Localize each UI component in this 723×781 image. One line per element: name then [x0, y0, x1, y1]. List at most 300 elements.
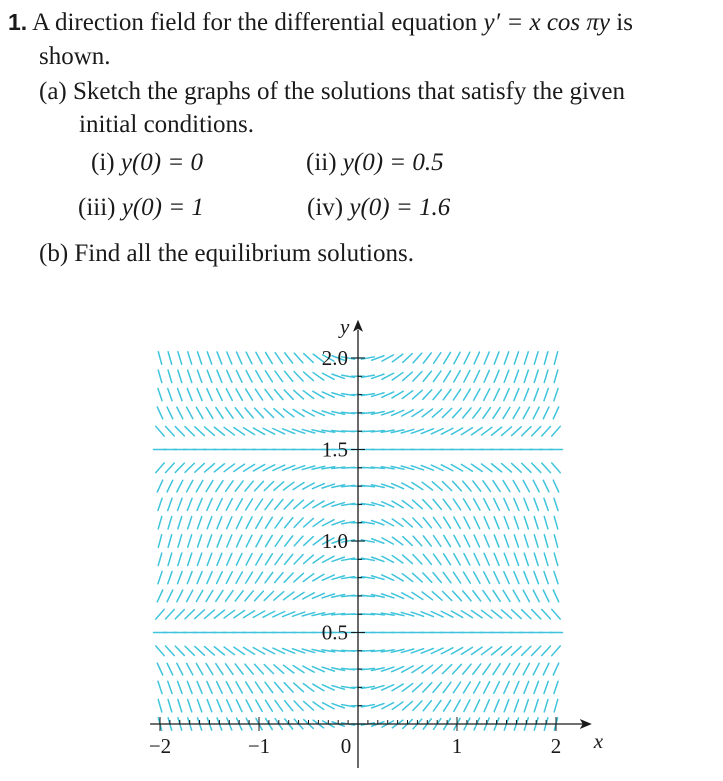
x-axis-label: x — [593, 729, 604, 753]
slope-segment — [284, 390, 293, 399]
slope-segment — [453, 682, 460, 693]
slope-segment — [304, 555, 314, 564]
slope-segment — [236, 553, 242, 565]
slope-segment — [503, 481, 510, 492]
slope-segment — [275, 371, 283, 382]
slope-segment — [157, 407, 162, 419]
slope-segment — [454, 371, 460, 382]
slope-segment — [178, 389, 183, 401]
slope-segment — [443, 572, 451, 582]
slope-segment — [237, 352, 242, 364]
slope-segment — [207, 352, 211, 364]
slope-segment — [413, 518, 422, 527]
slope-segment — [502, 427, 512, 435]
slope-segment — [552, 463, 561, 473]
slope-segment — [285, 518, 293, 528]
condition-expr: y(0) = 0.5 — [342, 149, 444, 176]
slope-segment — [514, 700, 518, 712]
slope-segment — [255, 682, 262, 693]
slope-segment — [484, 682, 490, 694]
part-a-text: Sketch the graphs of the solutions that satisfy the given — [73, 78, 625, 105]
slope-segment — [255, 591, 264, 601]
x-tick-label: 2 — [550, 734, 562, 758]
slope-segment — [196, 407, 202, 418]
slope-segment — [552, 426, 561, 436]
slope-segment — [284, 409, 294, 417]
slope-segment — [294, 518, 303, 527]
part-a-text-2: initial conditions. — [79, 111, 254, 138]
slope-segment — [234, 464, 245, 471]
slope-segment — [433, 390, 441, 400]
slope-segment — [554, 535, 557, 548]
slope-segment — [217, 352, 222, 364]
slope-segment — [275, 700, 283, 711]
slope-segment — [461, 428, 472, 435]
slope-segment — [454, 700, 460, 711]
slope-segment — [502, 647, 512, 655]
slope-segment — [227, 535, 232, 547]
slope-segment — [474, 389, 480, 400]
slope-segment — [402, 574, 412, 582]
slope-segment — [284, 665, 294, 673]
slope-segment — [463, 408, 471, 418]
slope-segment — [504, 389, 509, 401]
slope-segment — [542, 609, 551, 619]
slope-segment — [514, 553, 518, 565]
slope-segment — [473, 591, 481, 601]
slope-segment — [197, 553, 201, 565]
slope-segment — [504, 700, 509, 712]
slope-segment — [512, 646, 522, 655]
slope-segment — [423, 573, 432, 582]
differential-equation: y′ = x cos πy — [483, 9, 611, 36]
slope-segment — [484, 700, 489, 712]
slope-segment — [484, 352, 489, 364]
slope-segment — [216, 590, 223, 601]
slope-segment — [197, 700, 201, 712]
slope-segment — [226, 389, 232, 401]
slope-segment — [423, 554, 431, 564]
slope-segment — [255, 408, 264, 418]
slope-segment — [423, 500, 432, 509]
slope-segment — [543, 480, 549, 492]
slope-segment — [245, 481, 253, 491]
slope-segment — [502, 610, 512, 618]
slope-segment — [492, 464, 502, 472]
slope-segment — [197, 370, 201, 382]
slope-segment — [304, 537, 314, 546]
slope-segment — [158, 681, 162, 693]
slope-segment — [187, 663, 193, 674]
slope-segment — [275, 682, 283, 692]
slope-segment — [444, 517, 451, 528]
slope-segment — [522, 646, 531, 655]
slope-segment — [464, 371, 470, 383]
slope-segment — [285, 554, 293, 564]
slope-segment — [533, 663, 539, 675]
slope-segment — [285, 701, 293, 711]
slope-segment — [534, 572, 539, 584]
slope-segment — [523, 407, 529, 418]
slope-segment — [484, 535, 489, 547]
slope-segment — [207, 553, 212, 565]
slope-segment — [494, 572, 500, 584]
slope-segment — [246, 499, 253, 510]
slope-segment — [474, 370, 480, 382]
x-tick-label: −2 — [148, 734, 172, 758]
slope-segment — [205, 610, 215, 618]
slope-segment — [226, 591, 234, 602]
slope-segment — [464, 682, 471, 693]
slope-segment — [554, 370, 558, 383]
slope-segment — [513, 663, 519, 674]
slope-segment — [294, 372, 303, 381]
slope-segment — [524, 681, 529, 693]
slope-segment — [543, 663, 549, 675]
slope-segment — [214, 427, 224, 435]
slope-segment — [444, 371, 451, 382]
slope-segment — [188, 352, 192, 364]
slope-segment — [196, 590, 202, 601]
slope-segment — [264, 408, 273, 417]
slope-segment — [554, 498, 558, 510]
slope-segment — [167, 407, 173, 419]
slope-segment — [156, 646, 165, 656]
x-tick-label: −1 — [247, 734, 271, 758]
slope-segment — [504, 498, 509, 510]
slope-segment — [494, 389, 500, 401]
slope-segment — [217, 572, 223, 584]
slope-segment — [413, 573, 423, 582]
slope-segment — [265, 572, 273, 582]
slope-segment — [158, 388, 162, 400]
slope-segment — [224, 427, 234, 435]
slope-segment — [464, 517, 470, 529]
slope-segment — [156, 463, 165, 473]
slope-segment — [197, 389, 202, 401]
slope-segment — [481, 464, 491, 472]
slope-segment — [304, 354, 314, 363]
slope-segment — [474, 553, 480, 565]
y-tick-label: 0.5 — [321, 620, 348, 645]
slope-segment — [175, 463, 184, 472]
slope-segment — [275, 353, 282, 364]
slope-segment — [205, 647, 215, 655]
slope-segment — [246, 389, 253, 400]
slope-segment — [236, 572, 242, 583]
slope-segment — [285, 536, 293, 546]
slope-segment — [514, 389, 519, 401]
slope-segment — [494, 517, 499, 529]
slope-segment — [207, 681, 212, 693]
slope-segment — [453, 389, 460, 400]
slope-segment — [533, 407, 539, 419]
slope-segment — [207, 700, 212, 712]
slope-segment — [255, 389, 262, 400]
slope-segment — [513, 480, 519, 491]
slope-segment — [433, 573, 441, 583]
slope-segment — [158, 699, 162, 712]
slope-segment — [504, 681, 509, 693]
slope-segment — [542, 426, 551, 436]
slope-segment — [226, 682, 232, 694]
slope-segment — [177, 663, 183, 675]
slope-segment — [471, 428, 482, 435]
slope-segment — [234, 611, 245, 618]
slope-segment — [544, 388, 548, 400]
slope-segment — [432, 482, 442, 491]
slope-segment — [504, 572, 509, 584]
slope-segment — [294, 353, 303, 363]
slope-segment — [423, 536, 431, 546]
slope-segment — [543, 590, 549, 602]
slope-segment — [245, 664, 253, 674]
slope-segment — [156, 609, 165, 619]
slope-segment — [244, 464, 255, 471]
slope-segment — [481, 610, 491, 618]
slope-segment — [303, 501, 313, 509]
slope-segment — [227, 517, 232, 529]
slope-segment — [188, 700, 192, 712]
slope-segment — [244, 428, 255, 435]
slope-segment — [474, 352, 479, 364]
slope-segment — [207, 370, 212, 382]
slope-segment — [226, 408, 234, 419]
slope-segment — [284, 500, 293, 509]
slope-segment — [464, 389, 471, 400]
slope-segment — [275, 390, 283, 400]
slope-segment — [504, 352, 508, 364]
slope-segment — [514, 498, 519, 510]
slope-segment — [434, 536, 441, 547]
slope-segment — [433, 517, 441, 528]
slope-segment — [245, 408, 253, 418]
slope-segment — [474, 700, 480, 712]
slope-segment — [157, 480, 162, 492]
slope-segment — [266, 352, 273, 363]
intro-text-shown: shown. — [39, 43, 111, 70]
slope-segment — [256, 554, 262, 565]
slope-segment — [216, 664, 223, 675]
slope-segment — [217, 682, 223, 694]
slope-segment — [235, 664, 243, 674]
slope-segment — [464, 352, 470, 364]
slope-segment — [224, 610, 234, 618]
slope-segment — [217, 517, 222, 529]
slope-segment — [216, 481, 223, 492]
slope-segment — [175, 610, 184, 619]
slope-segment — [178, 700, 182, 712]
slope-segment — [504, 370, 509, 382]
slope-segment — [158, 516, 162, 529]
slope-segment — [433, 700, 441, 711]
slope-segment — [236, 370, 242, 382]
slope-segment — [197, 498, 202, 510]
axes — [150, 320, 592, 768]
slope-segment — [554, 553, 558, 566]
slope-segment — [185, 427, 194, 436]
slope-segment — [413, 390, 423, 399]
slope-segment — [474, 535, 479, 547]
slope-segment — [494, 682, 500, 694]
slope-segment — [534, 553, 538, 565]
slope-segment — [304, 372, 314, 381]
slope-segment — [423, 518, 431, 528]
slope-segment — [217, 700, 222, 712]
slope-segment — [523, 590, 529, 601]
slope-segment — [217, 389, 223, 401]
slope-segment — [494, 700, 499, 712]
slope-segment — [422, 482, 432, 490]
slope-segment — [552, 609, 561, 619]
slope-segment — [206, 481, 213, 492]
slope-segment — [158, 370, 162, 383]
slope-segment — [442, 591, 451, 600]
slope-segment — [168, 699, 172, 711]
slope-segment — [463, 481, 471, 491]
slope-segment — [175, 646, 184, 655]
slope-segment — [413, 683, 423, 692]
slope-segment — [246, 517, 252, 529]
part-b-text: Find all the equilibrium solutions. — [74, 240, 414, 267]
slope-segment — [504, 535, 508, 547]
slope-segment — [483, 481, 491, 492]
slope-segment — [423, 701, 431, 711]
slope-segment — [454, 535, 460, 546]
slope-segment — [256, 352, 262, 363]
slope-segment — [403, 518, 413, 527]
slope-segment — [195, 427, 205, 436]
slope-segment — [274, 592, 284, 601]
slope-segment — [207, 535, 211, 547]
slope-segment — [463, 591, 471, 601]
slope-segment — [494, 535, 499, 547]
slope-segment — [246, 352, 252, 364]
slope-segment — [178, 370, 182, 382]
slope-segment — [158, 498, 162, 510]
slope-segment — [492, 610, 502, 618]
slope-segment — [433, 682, 441, 692]
slope-segment — [214, 647, 224, 655]
slope-segment — [245, 591, 253, 601]
slope-segment — [294, 390, 304, 399]
slope-segment — [187, 498, 192, 510]
slope-segment — [504, 553, 509, 565]
slope-segment — [207, 517, 212, 529]
slope-segment — [294, 555, 303, 564]
intro-text-is: is — [616, 9, 633, 36]
slope-segment — [433, 554, 441, 565]
slope-segment — [481, 427, 491, 435]
slope-segment — [265, 371, 272, 382]
slope-segment — [444, 554, 451, 565]
slope-segment — [197, 681, 202, 693]
slope-segment — [542, 463, 551, 473]
slope-segment — [544, 516, 548, 528]
slope-segment — [246, 371, 252, 383]
slope-segment — [413, 701, 422, 710]
slope-segment — [493, 481, 500, 492]
slope-segment — [285, 371, 293, 381]
slope-segment — [413, 353, 422, 363]
slope-segment — [256, 700, 262, 711]
slope-segment — [403, 354, 413, 363]
slope-segment — [514, 535, 518, 547]
slope-segment — [226, 499, 232, 511]
slope-segment — [413, 372, 422, 381]
slope-segment — [444, 352, 451, 363]
slope-segment — [274, 482, 284, 491]
part-b-label: (b) — [39, 240, 69, 267]
slope-segment — [166, 646, 175, 656]
slope-segment — [265, 682, 273, 692]
slope-segment — [303, 391, 313, 399]
slope-segment — [275, 536, 282, 547]
slope-segment — [514, 681, 519, 693]
slope-segment — [264, 665, 273, 674]
slope-segment — [178, 681, 183, 693]
slope-segment — [205, 427, 215, 435]
slope-segment — [453, 591, 462, 601]
slope-segment — [226, 481, 234, 492]
slope-segment — [494, 352, 499, 364]
slope-segment — [236, 389, 242, 400]
y-tick-label: 1.0 — [321, 529, 348, 553]
condition-label: (i) — [91, 149, 115, 176]
slope-segment — [454, 352, 460, 363]
slope-segment — [206, 664, 213, 675]
slope-segment — [461, 611, 472, 618]
slope-segment — [513, 407, 519, 418]
slope-segment — [524, 572, 529, 584]
slope-segment — [493, 590, 500, 601]
slope-segment — [484, 517, 489, 529]
slope-segment — [503, 664, 510, 675]
slope-segment — [443, 389, 451, 399]
slope-segment — [553, 407, 558, 419]
slope-segment — [185, 610, 194, 619]
slope-segment — [554, 388, 558, 400]
slope-segment — [432, 409, 442, 418]
slope-segment — [544, 571, 548, 583]
intro-text: A direction field for the differential equation — [32, 9, 478, 36]
slope-segment — [246, 700, 252, 712]
slope-segment — [236, 700, 242, 712]
slope-segment — [275, 499, 283, 509]
condition-expr: y(0) = 1 — [121, 194, 204, 221]
slope-segment — [188, 517, 192, 529]
slope-segment — [227, 700, 232, 712]
slope-segment — [461, 647, 472, 654]
slope-segment — [294, 701, 303, 710]
slope-segment — [275, 517, 283, 528]
slope-segment — [234, 428, 245, 435]
slope-segment — [284, 592, 294, 600]
slope-segment — [178, 572, 183, 584]
x-tick-label: 0 — [340, 734, 352, 758]
slope-segment — [474, 517, 480, 529]
slope-segment — [402, 391, 412, 399]
slope-segment — [234, 647, 245, 654]
slope-segment — [244, 647, 255, 654]
slope-segment — [532, 610, 541, 619]
slope-segment — [217, 553, 222, 565]
slope-segment — [474, 499, 480, 510]
slope-segment — [168, 535, 172, 548]
slope-segment — [256, 517, 262, 528]
slope-segment — [206, 590, 213, 601]
slope-segment — [442, 408, 451, 417]
